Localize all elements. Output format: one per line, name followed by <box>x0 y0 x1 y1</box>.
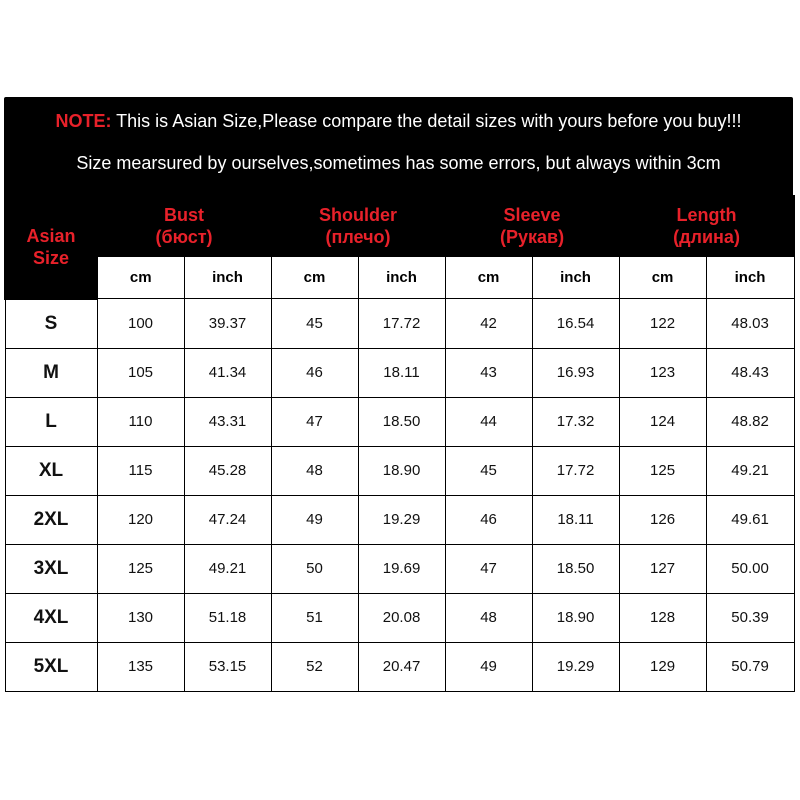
bust-header <box>97 196 271 256</box>
size-label-cell: XL <box>5 446 97 495</box>
measurement-cell: 48.82 <box>706 397 794 446</box>
measurement-cell: 44 <box>445 397 532 446</box>
measurement-cell: 46 <box>445 495 532 544</box>
measurement-cell: 50.00 <box>706 544 794 593</box>
measurement-cell: 135 <box>97 642 184 691</box>
group-header-row <box>5 196 794 256</box>
shoulder-header <box>271 196 445 256</box>
measurement-cell: 18.11 <box>532 495 619 544</box>
table-row <box>5 446 794 495</box>
measurement-cell: 47.24 <box>184 495 271 544</box>
measurement-cell: 48.03 <box>706 299 794 349</box>
size-label-cell: M <box>5 348 97 397</box>
table-row <box>5 642 794 691</box>
measurement-cell: 49 <box>271 495 358 544</box>
measurement-cell: 46 <box>271 348 358 397</box>
measurement-cell: 122 <box>619 299 706 349</box>
measurement-cell: 43 <box>445 348 532 397</box>
note-banner <box>4 97 793 195</box>
shoulder-header-sub: (плечо) <box>325 227 391 247</box>
note-line-2: Size mearsured by ourselves,sometimes has some errors, but always within 3cm <box>76 153 721 173</box>
measurement-cell: 41.34 <box>184 348 271 397</box>
measurement-cell: 50.79 <box>706 642 794 691</box>
measurement-cell: 126 <box>619 495 706 544</box>
note-text: This is Asian Size,Please compare the detail sizes with yours before you buy!!! <box>111 111 742 131</box>
measurement-cell: 48.43 <box>706 348 794 397</box>
measurement-cell: 105 <box>97 348 184 397</box>
asian-size-header-line-1: Asian <box>26 226 76 247</box>
table-row <box>5 544 794 593</box>
measurement-cell: 39.37 <box>184 299 271 349</box>
sleeve-header <box>445 196 619 256</box>
measurement-cell: 130 <box>97 593 184 642</box>
measurement-cell: 18.50 <box>532 544 619 593</box>
size-label-cell: L <box>5 397 97 446</box>
measurement-cell: 47 <box>445 544 532 593</box>
table-row <box>5 495 794 544</box>
sleeve-header-name: Sleeve <box>503 205 561 225</box>
note-label: NOTE: <box>55 111 112 131</box>
measurement-cell: 52 <box>271 642 358 691</box>
table-row <box>5 593 794 642</box>
sleeve-header-sub: (Рукав) <box>499 227 565 247</box>
bust-header-name: Bust <box>164 205 204 225</box>
measurement-cell: 49 <box>445 642 532 691</box>
table-row <box>5 348 794 397</box>
measurement-cell: 19.69 <box>358 544 445 593</box>
size-rows <box>5 299 794 692</box>
size-label-cell: 4XL <box>5 593 97 642</box>
measurement-cell: 47 <box>271 397 358 446</box>
length-header-sub: (длина) <box>673 227 740 247</box>
shoulder-header-name: Shoulder <box>319 205 398 225</box>
size-table <box>4 195 795 692</box>
bust-header-sub: (бюст) <box>155 227 213 247</box>
measurement-cell: 129 <box>619 642 706 691</box>
measurement-cell: 17.72 <box>358 299 445 349</box>
measurement-cell: 19.29 <box>532 642 619 691</box>
measurement-cell: 43.31 <box>184 397 271 446</box>
measurement-cell: 53.15 <box>184 642 271 691</box>
unit-header-cell: cm <box>271 256 358 299</box>
measurement-cell: 17.32 <box>532 397 619 446</box>
measurement-cell: 110 <box>97 397 184 446</box>
measurement-cell: 50 <box>271 544 358 593</box>
measurement-cell: 48 <box>445 593 532 642</box>
measurement-cell: 51 <box>271 593 358 642</box>
measurement-cell: 50.39 <box>706 593 794 642</box>
table-row <box>5 397 794 446</box>
measurement-cell: 18.50 <box>358 397 445 446</box>
asian-size-header-line-2: Size <box>32 248 70 269</box>
measurement-cell: 123 <box>619 348 706 397</box>
measurement-cell: 48 <box>271 446 358 495</box>
measurement-cell: 18.90 <box>358 446 445 495</box>
measurement-cell: 124 <box>619 397 706 446</box>
unit-header-cell: cm <box>619 256 706 299</box>
size-label-cell: 2XL <box>5 495 97 544</box>
measurement-cell: 128 <box>619 593 706 642</box>
unit-header-cell: inch <box>184 256 271 299</box>
measurement-cell: 18.90 <box>532 593 619 642</box>
measurement-cell: 19.29 <box>358 495 445 544</box>
measurement-cell: 45 <box>445 446 532 495</box>
unit-header-cell: inch <box>532 256 619 299</box>
measurement-cell: 125 <box>619 446 706 495</box>
measurement-cell: 127 <box>619 544 706 593</box>
measurement-cell: 120 <box>97 495 184 544</box>
measurement-cell: 42 <box>445 299 532 349</box>
size-label-cell: 5XL <box>5 642 97 691</box>
measurement-cell: 16.93 <box>532 348 619 397</box>
measurement-cell: 49.21 <box>184 544 271 593</box>
measurement-cell: 115 <box>97 446 184 495</box>
table-row <box>5 299 794 349</box>
size-label-cell: S <box>5 299 97 349</box>
measurement-cell: 18.11 <box>358 348 445 397</box>
measurement-cell: 49.21 <box>706 446 794 495</box>
measurement-cell: 16.54 <box>532 299 619 349</box>
size-label-cell: 3XL <box>5 544 97 593</box>
measurement-cell: 20.08 <box>358 593 445 642</box>
measurement-cell: 100 <box>97 299 184 349</box>
asian-size-header <box>5 196 97 299</box>
note-line-1 <box>4 111 793 132</box>
unit-header-cell: cm <box>445 256 532 299</box>
measurement-cell: 45.28 <box>184 446 271 495</box>
unit-header-row <box>5 256 794 299</box>
measurement-cell: 20.47 <box>358 642 445 691</box>
unit-header-cell: cm <box>97 256 184 299</box>
measurement-cell: 125 <box>97 544 184 593</box>
size-chart <box>4 97 793 692</box>
measurement-cell: 17.72 <box>532 446 619 495</box>
unit-header-cell: inch <box>706 256 794 299</box>
unit-header-cell: inch <box>358 256 445 299</box>
measurement-cell: 45 <box>271 299 358 349</box>
length-header-name: Length <box>676 205 737 225</box>
measurement-cell: 51.18 <box>184 593 271 642</box>
measurement-cell: 49.61 <box>706 495 794 544</box>
length-header <box>619 196 794 256</box>
